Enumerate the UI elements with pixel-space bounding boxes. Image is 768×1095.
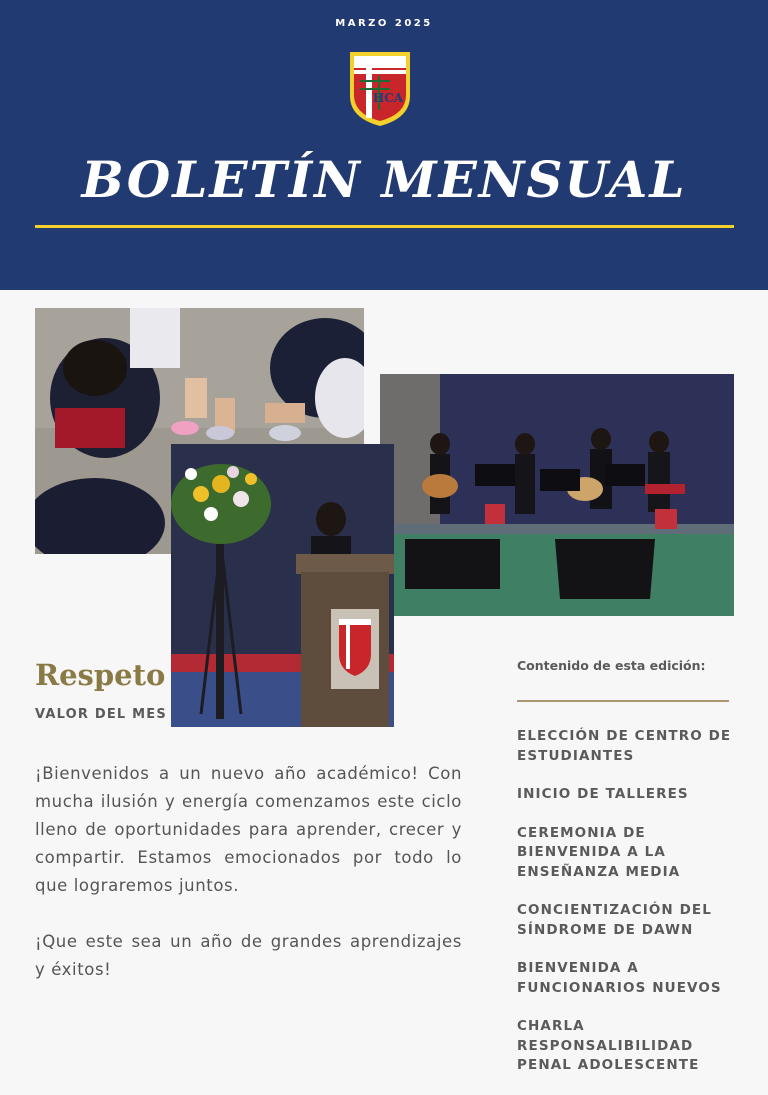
welcome-paragraph: ¡Que este sea un año de grandes aprendizajes y éxitos!	[35, 932, 462, 979]
value-of-month-title: Respeto	[35, 658, 166, 692]
school-crest-icon	[348, 50, 412, 128]
svg-text:HCA: HCA	[372, 91, 404, 105]
newsletter-title: BOLETÍN MENSUAL	[81, 150, 687, 209]
welcome-message	[35, 760, 462, 984]
toc-item: BIENVENIDA A FUNCIONARIOS NUEVOS	[517, 960, 722, 996]
photo-podium-speech	[171, 444, 394, 727]
newsletter-header	[0, 0, 768, 290]
toc-item: CHARLA RESPONSALIBILIDAD PENAL ADOLESCENTE	[517, 1018, 700, 1073]
welcome-paragraph: ¡Bienvenidos a un nuevo año académico! Con mucha ilusión y energía comenzamos este ciclo lleno de oportunidades para aprender, crecer y compartir. Estamos emocionados por todo lo que lograremos juntos.	[35, 764, 462, 895]
toc-item: CEREMONIA DE BIENVENIDA A LA ENSEÑANZA MEDIA	[517, 824, 681, 880]
table-of-contents	[517, 727, 737, 1095]
toc-item: ELECCIÓN DE CENTRO DE ESTUDIANTES	[517, 728, 732, 764]
toc-divider	[517, 700, 729, 702]
issue-date: MARZO 2025	[335, 18, 433, 29]
toc-heading: Contenido de esta edición:	[517, 658, 706, 673]
toc-item: CONCIENTIZACIÓN DEL SÍNDROME DE DAWN	[517, 902, 712, 938]
title-underline	[35, 225, 734, 228]
toc-item: INICIO DE TALLERES	[517, 786, 689, 802]
value-of-month-label: VALOR DEL MES	[35, 707, 167, 722]
photo-music-band	[380, 374, 734, 616]
